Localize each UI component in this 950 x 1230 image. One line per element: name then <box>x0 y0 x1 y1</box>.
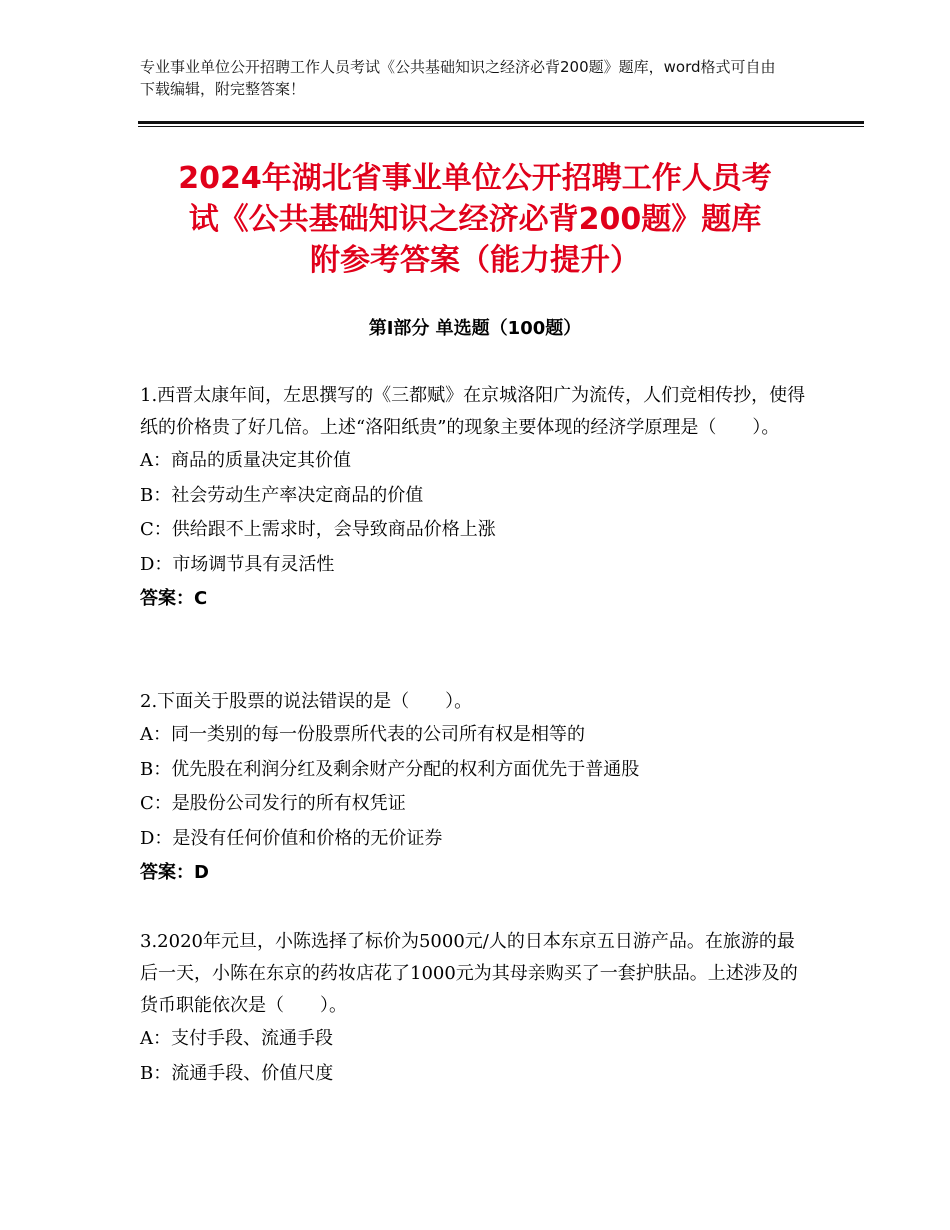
question-stem: 2.下面关于股票的说法错误的是（ ）。 <box>140 691 473 712</box>
title-line-3: 附参考答案（能力提升） <box>310 243 640 278</box>
question-stem: 3.2020年元旦，小陈选择了标价为5000元/人的日本东京五日游产品。在旅游的最后一天，小陈在东京的药妆店花了1000元为其母亲购买了一套护肤品。上述涉及的货币职能依次是（ ）。 <box>140 931 798 1016</box>
question-stem: 1.西晋太康年间，左思撰写的《三都赋》在京城洛阳广为流传，人们竞相传抄，使得纸的价格贵了好几倍。上述“洛阳纸贵”的现象主要体现的经济学原理是（ ）。 <box>140 385 806 438</box>
option-a: A：同一类别的每一份股票所代表的公司所有权是相等的 <box>140 724 585 745</box>
question-1 <box>140 380 810 616</box>
section-heading: 第I部分 单选题（100题） <box>368 318 582 339</box>
document-title <box>120 158 830 281</box>
question-2 <box>140 686 810 890</box>
header-note: 专业事业单位公开招聘工作人员考试《公共基础知识之经济必背200题》题库，word格式可自由下载编辑，附完整答案！ <box>140 58 776 98</box>
question-3 <box>140 926 810 1091</box>
option-b: B：社会劳动生产率决定商品的价值 <box>140 484 424 506</box>
answer-line: 答案：D <box>140 862 209 883</box>
option-b: B：优先股在利润分红及剩余财产分配的权利方面优先于普通股 <box>140 758 640 780</box>
option-a: A：商品的质量决定其价值 <box>140 450 351 471</box>
option-c: C：是股份公司发行的所有权凭证 <box>140 793 406 814</box>
option-a: A：支付手段、流通手段 <box>140 1028 333 1049</box>
option-d: D：是没有任何价值和价格的无价证券 <box>140 827 443 849</box>
option-b: B：流通手段、价值尺度 <box>140 1062 334 1084</box>
option-c: C：供给跟不上需求时，会导致商品价格上涨 <box>140 519 496 540</box>
title-line-1: 2024年湖北省事业单位公开招聘工作人员考 <box>178 161 772 196</box>
header-divider-thin <box>138 126 864 127</box>
option-d: D：市场调节具有灵活性 <box>140 553 335 575</box>
title-line-2: 试《公共基础知识之经济必背200题》题库 <box>188 202 762 237</box>
header-divider-thick <box>138 121 864 124</box>
answer-line: 答案：C <box>140 588 208 609</box>
